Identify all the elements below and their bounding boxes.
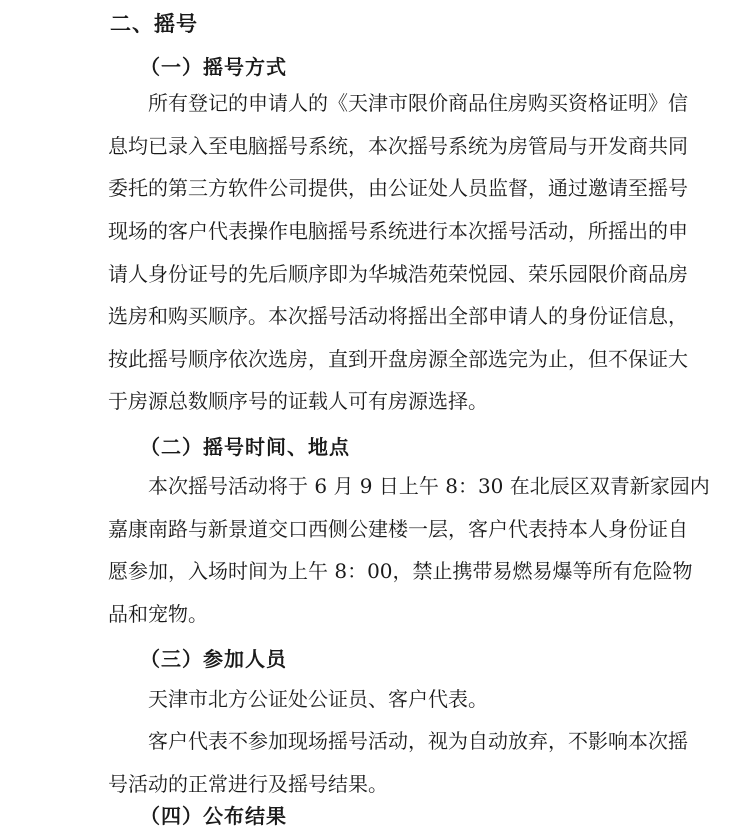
- paragraph-line: 嘉康南路与新景道交口西侧公建楼一层，客户代表持本人身份证自: [108, 517, 688, 541]
- paragraph-line: 按此摇号顺序依次选房，直到开盘房源全部选完为止，但不保证大: [108, 347, 688, 371]
- paragraph-line: 品和宠物。: [108, 602, 208, 626]
- paragraph-line: 息均已录入至电脑摇号系统，本次摇号系统为房管局与开发商共同: [108, 134, 688, 158]
- paragraph-line: 委托的第三方软件公司提供，由公证处人员监督，通过邀请至摇号: [108, 176, 688, 200]
- section-heading: 二、摇号: [110, 12, 198, 36]
- subsection-heading-method: （一）摇号方式: [140, 55, 287, 79]
- paragraph-line: 客户代表不参加现场摇号活动，视为自动放弃，不影响本次摇: [148, 729, 688, 753]
- paragraph-line: 所有登记的申请人的《天津市限价商品住房购买资格证明》信: [148, 91, 688, 115]
- paragraph-line: 现场的客户代表操作电脑摇号系统进行本次摇号活动，所摇出的申: [108, 219, 688, 243]
- paragraph-line: 号活动的正常进行及摇号结果。: [108, 772, 388, 796]
- paragraph-line: 本次摇号活动将于 6 月 9 日上午 8：30 在北辰区双青新家园内: [148, 474, 710, 498]
- paragraph-line: 选房和购买顺序。本次摇号活动将摇出全部申请人的身份证信息，: [108, 304, 688, 328]
- subsection-heading-participants: （三）参加人员: [140, 647, 287, 671]
- paragraph-line: 于房源总数顺序号的证载人可有房源选择。: [108, 389, 488, 413]
- paragraph-line: 天津市北方公证处公证员、客户代表。: [148, 687, 488, 711]
- subsection-heading-time-place: （二）摇号时间、地点: [140, 435, 350, 459]
- paragraph-line: 请人身份证号的先后顺序即为华城浩苑荣悦园、荣乐园限价商品房: [108, 262, 688, 286]
- subsection-heading-results: （四）公布结果: [140, 804, 287, 828]
- paragraph-line: 愿参加，入场时间为上午 8：00，禁止携带易燃易爆等所有危险物: [108, 559, 693, 583]
